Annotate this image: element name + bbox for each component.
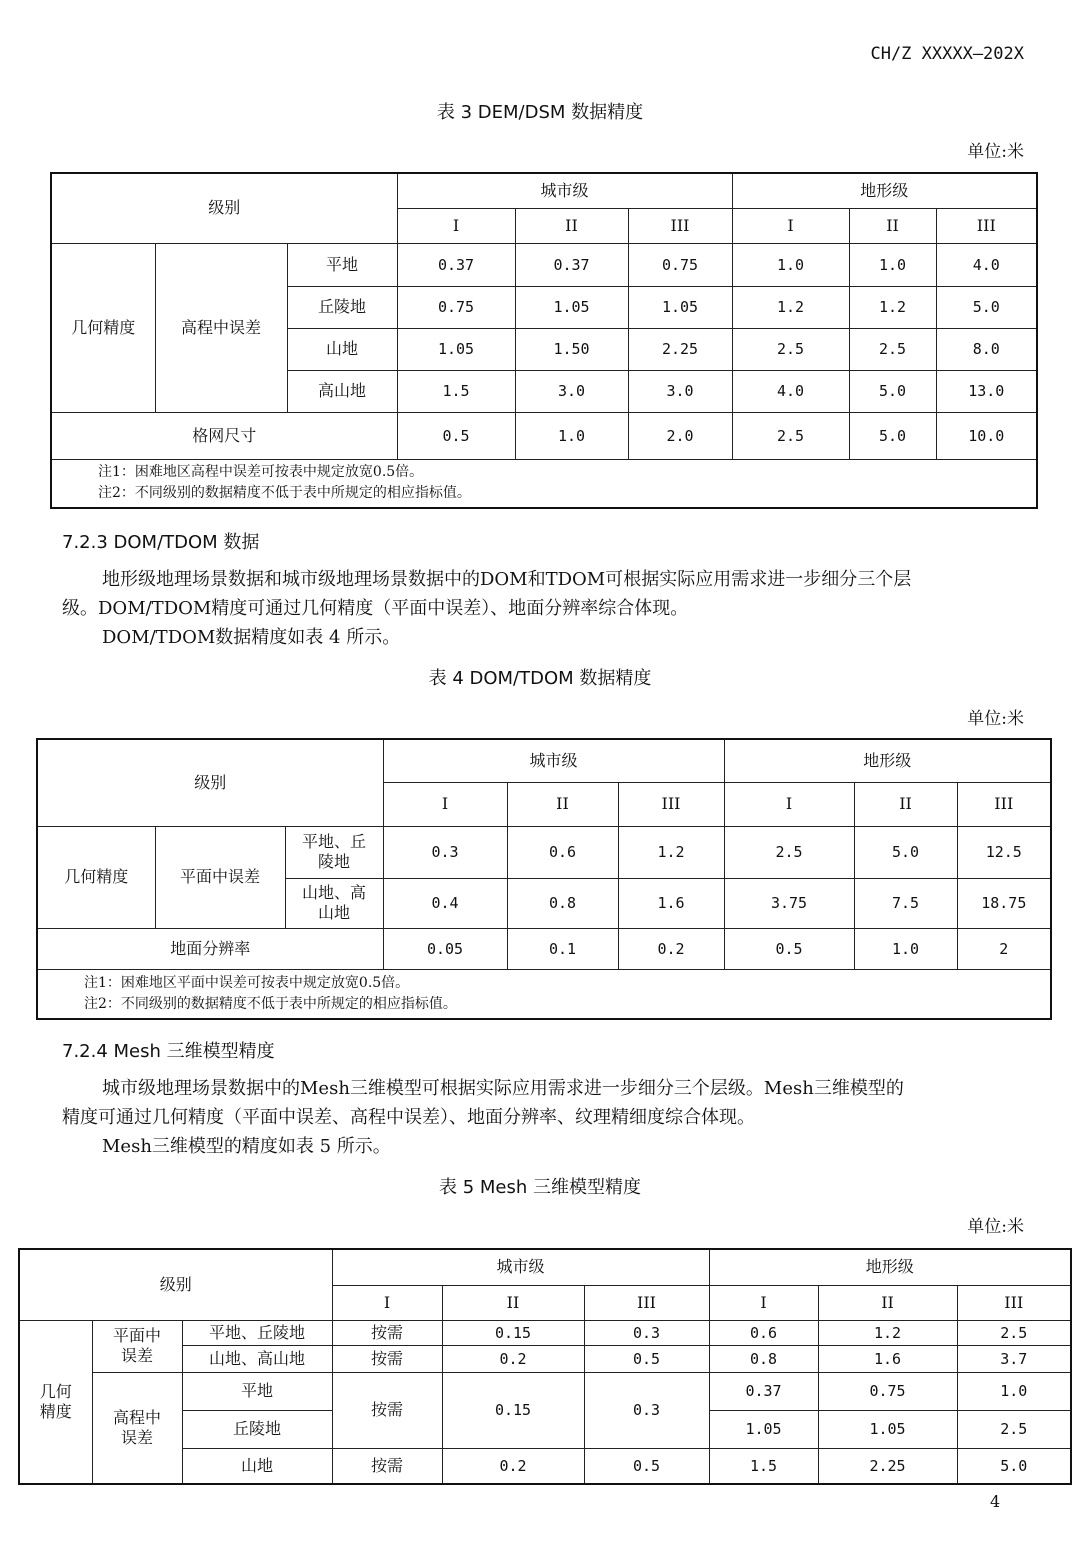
table5-grade: I bbox=[709, 1285, 818, 1320]
paragraph-line: 级。DOM/TDOM精度可通过几何精度（平面中误差）、地面分辨率综合体现。 bbox=[62, 598, 689, 619]
table5-terrain-header: 地形级 bbox=[709, 1249, 1071, 1285]
table4-notes bbox=[37, 969, 1051, 1019]
table3-cell: 1.0 bbox=[849, 243, 936, 286]
table3-cell: 5.0 bbox=[936, 286, 1037, 328]
table3-elevation-error: 高程中误差 bbox=[155, 243, 287, 412]
table4-cell: 7.5 bbox=[854, 878, 957, 928]
table5-row-label: 山地 bbox=[182, 1448, 332, 1484]
table5-cell-merged: 0.15 bbox=[442, 1372, 584, 1448]
table3-cell: 5.0 bbox=[849, 412, 936, 459]
table3-level-header: 级别 bbox=[51, 173, 397, 243]
table5-cell: 0.5 bbox=[584, 1345, 709, 1372]
table3-cell: 2.5 bbox=[732, 328, 849, 370]
page-number: 4 bbox=[990, 1492, 1001, 1511]
table4-grade: III bbox=[618, 782, 724, 826]
table5-grade: III bbox=[957, 1285, 1071, 1320]
table5-cell: 0.2 bbox=[442, 1345, 584, 1372]
table5-cell: 0.5 bbox=[584, 1448, 709, 1484]
table5-cell-merged: 按需 bbox=[332, 1372, 442, 1448]
table5-caption: 表 5 Mesh 三维模型精度 bbox=[438, 1177, 641, 1198]
table3-cell: 1.2 bbox=[849, 286, 936, 328]
table4-row-label-line: 陵地 bbox=[317, 852, 350, 871]
table3-grade: III bbox=[936, 208, 1037, 243]
table5-grade: I bbox=[332, 1285, 442, 1320]
table4-cell: 0.4 bbox=[383, 878, 507, 928]
table3-cell: 10.0 bbox=[936, 412, 1037, 459]
table3-grade: III bbox=[628, 208, 732, 243]
table4-city-header: 城市级 bbox=[383, 739, 724, 782]
table3-cell: 0.37 bbox=[397, 243, 515, 286]
table5-row-label: 平地 bbox=[182, 1372, 332, 1410]
table3-cell: 0.75 bbox=[628, 243, 732, 286]
table3-cell: 2.25 bbox=[628, 328, 732, 370]
table4-ground-resolution-label: 地面分辨率 bbox=[37, 928, 383, 969]
table3-note-2: 注2：不同级别的数据精度不低于表中所规定的相应指标值。 bbox=[98, 485, 471, 502]
table5-geo-line: 精度 bbox=[39, 1401, 72, 1421]
table4-cell: 1.2 bbox=[618, 826, 724, 878]
table4-grade: I bbox=[724, 782, 854, 826]
table5-cell-merged: 0.3 bbox=[584, 1372, 709, 1448]
section-7-2-4-body bbox=[62, 1074, 1032, 1161]
table3-cell: 2.5 bbox=[732, 412, 849, 459]
table5-cell: 按需 bbox=[332, 1345, 442, 1372]
table4-cell: 2 bbox=[957, 928, 1051, 969]
table5-grade: II bbox=[442, 1285, 584, 1320]
table3-geo-accuracy: 几何精度 bbox=[51, 243, 155, 412]
table3-cell: 13.0 bbox=[936, 370, 1037, 412]
table4-cell: 0.2 bbox=[618, 928, 724, 969]
table3-cell: 1.05 bbox=[628, 286, 732, 328]
table3-city-header: 城市级 bbox=[397, 173, 732, 208]
table4 bbox=[36, 738, 1052, 1020]
table5-elev-line: 高程中 bbox=[112, 1407, 161, 1427]
table3-cell: 1.5 bbox=[397, 370, 515, 412]
table3-cell: 1.05 bbox=[515, 286, 628, 328]
table5-cell: 1.5 bbox=[709, 1448, 818, 1484]
table5-geo-line: 几何 bbox=[39, 1381, 72, 1401]
table5-grade: III bbox=[584, 1285, 709, 1320]
table5-plane-error bbox=[92, 1320, 182, 1372]
table3-row-label: 丘陵地 bbox=[287, 286, 397, 328]
table3-grade: II bbox=[849, 208, 936, 243]
table3-notes bbox=[51, 459, 1037, 508]
table4-cell: 0.6 bbox=[507, 826, 618, 878]
table3-cell: 3.0 bbox=[515, 370, 628, 412]
table3-grade: I bbox=[732, 208, 849, 243]
table4-cell: 1.6 bbox=[618, 878, 724, 928]
table5-cell: 0.75 bbox=[818, 1372, 957, 1410]
table5-city-header: 城市级 bbox=[332, 1249, 709, 1285]
table5-cell: 2.5 bbox=[957, 1410, 1071, 1448]
table5-cell: 0.3 bbox=[584, 1320, 709, 1345]
table3-caption: 表 3 DEM/DSM 数据精度 bbox=[436, 102, 644, 123]
table3-cell: 1.50 bbox=[515, 328, 628, 370]
table4-row-label bbox=[285, 878, 383, 928]
paragraph-line: 精度可通过几何精度（平面中误差、高程中误差）、地面分辨率、纹理精细度综合体现。 bbox=[62, 1107, 755, 1128]
table3-row-label: 高山地 bbox=[287, 370, 397, 412]
table5 bbox=[18, 1248, 1072, 1485]
table4-grade: II bbox=[854, 782, 957, 826]
table3-note-1: 注1：困难地区高程中误差可按表中规定放宽0.5倍。 bbox=[98, 464, 424, 481]
table4-row-label-line: 山地 bbox=[317, 903, 350, 922]
table4-cell: 0.05 bbox=[383, 928, 507, 969]
table4-grade: I bbox=[383, 782, 507, 826]
table4-cell: 0.1 bbox=[507, 928, 618, 969]
table3-cell: 8.0 bbox=[936, 328, 1037, 370]
table4-caption: 表 4 DOM/TDOM 数据精度 bbox=[428, 668, 652, 689]
table5-plane-line: 误差 bbox=[120, 1346, 153, 1365]
table5-cell: 1.6 bbox=[818, 1345, 957, 1372]
table3-cell: 2.0 bbox=[628, 412, 732, 459]
table3-row-label: 山地 bbox=[287, 328, 397, 370]
table3-cell: 2.5 bbox=[849, 328, 936, 370]
table5-cell: 0.8 bbox=[709, 1345, 818, 1372]
table4-grade: III bbox=[957, 782, 1051, 826]
table5-cell: 1.0 bbox=[957, 1372, 1071, 1410]
table5-cell: 1.05 bbox=[818, 1410, 957, 1448]
table5-elev-line: 误差 bbox=[120, 1427, 153, 1447]
table3-cell: 0.37 bbox=[515, 243, 628, 286]
paragraph-line: 地形级地理场景数据和城市级地理场景数据中的DOM和TDOM可根据实际应用需求进一步细分三个层 bbox=[102, 569, 912, 590]
table5-row-label: 平地、丘陵地 bbox=[182, 1320, 332, 1345]
table5-cell: 3.7 bbox=[957, 1345, 1071, 1372]
table5-elevation-error bbox=[92, 1372, 182, 1484]
table4-level-header: 级别 bbox=[37, 739, 383, 826]
paragraph-line: Mesh三维模型的精度如表 5 所示。 bbox=[102, 1136, 391, 1157]
table4-row-label-line: 山地、高 bbox=[301, 883, 366, 902]
table4-cell: 12.5 bbox=[957, 826, 1051, 878]
table5-level-header: 级别 bbox=[19, 1249, 332, 1320]
table4-geo-accuracy: 几何精度 bbox=[37, 826, 155, 928]
table4-terrain-header: 地形级 bbox=[724, 739, 1051, 782]
table3-cell: 4.0 bbox=[936, 243, 1037, 286]
table5-cell: 1.2 bbox=[818, 1320, 957, 1345]
table3-grade: I bbox=[397, 208, 515, 243]
table4-cell: 0.5 bbox=[724, 928, 854, 969]
table3-terrain-header: 地形级 bbox=[732, 173, 1037, 208]
table5-cell: 0.6 bbox=[709, 1320, 818, 1345]
table4-grade: II bbox=[507, 782, 618, 826]
table5-cell: 0.15 bbox=[442, 1320, 584, 1345]
table3-grid-size-label: 格网尺寸 bbox=[51, 412, 397, 459]
table5-cell: 按需 bbox=[332, 1320, 442, 1345]
table3-cell: 3.0 bbox=[628, 370, 732, 412]
section-7-2-3-body bbox=[62, 565, 1032, 652]
table5-grade: II bbox=[818, 1285, 957, 1320]
table3-cell: 1.0 bbox=[515, 412, 628, 459]
table5-cell: 5.0 bbox=[957, 1448, 1071, 1484]
table5-cell: 0.2 bbox=[442, 1448, 584, 1484]
table5-cell: 2.5 bbox=[957, 1320, 1071, 1345]
table3-cell: 5.0 bbox=[849, 370, 936, 412]
table5-geo-accuracy bbox=[19, 1320, 92, 1484]
table3-cell: 0.75 bbox=[397, 286, 515, 328]
table5-row-label: 丘陵地 bbox=[182, 1410, 332, 1448]
table4-cell: 1.0 bbox=[854, 928, 957, 969]
document-code: CH/Z XXXXX—202X bbox=[870, 44, 1024, 64]
table4-cell: 2.5 bbox=[724, 826, 854, 878]
table3-cell: 1.0 bbox=[732, 243, 849, 286]
table4-cell: 0.8 bbox=[507, 878, 618, 928]
table4-cell: 18.75 bbox=[957, 878, 1051, 928]
table3-row-label: 平地 bbox=[287, 243, 397, 286]
table4-note-1: 注1：困难地区平面中误差可按表中规定放宽0.5倍。 bbox=[84, 974, 410, 991]
table4-cell: 5.0 bbox=[854, 826, 957, 878]
table4-unit: 单位:米 bbox=[967, 709, 1024, 729]
table3-cell: 4.0 bbox=[732, 370, 849, 412]
table3-grade: II bbox=[515, 208, 628, 243]
table4-note-2: 注2：不同级别的数据精度不低于表中所规定的相应指标值。 bbox=[84, 995, 457, 1012]
table4-cell: 3.75 bbox=[724, 878, 854, 928]
table5-unit: 单位:米 bbox=[967, 1217, 1024, 1237]
paragraph-line: DOM/TDOM数据精度如表 4 所示。 bbox=[102, 627, 401, 648]
table3-cell: 1.2 bbox=[732, 286, 849, 328]
table5-row-label: 山地、高山地 bbox=[182, 1345, 332, 1372]
section-7-2-3-title: 7.2.3 DOM/TDOM 数据 bbox=[62, 532, 260, 553]
table4-cell: 0.3 bbox=[383, 826, 507, 878]
table4-row-label-line: 平地、丘 bbox=[301, 832, 366, 851]
table5-plane-line: 平面中 bbox=[112, 1326, 161, 1345]
section-7-2-4-title: 7.2.4 Mesh 三维模型精度 bbox=[62, 1041, 275, 1062]
table3-cell: 1.05 bbox=[397, 328, 515, 370]
table5-cell: 按需 bbox=[332, 1448, 442, 1484]
table3-unit: 单位:米 bbox=[967, 142, 1024, 162]
table4-plane-error: 平面中误差 bbox=[155, 826, 285, 928]
table5-cell: 0.37 bbox=[709, 1372, 818, 1410]
table4-row-label bbox=[285, 826, 383, 878]
table3-cell: 0.5 bbox=[397, 412, 515, 459]
table3 bbox=[50, 172, 1038, 509]
table5-cell: 2.25 bbox=[818, 1448, 957, 1484]
table5-cell: 1.05 bbox=[709, 1410, 818, 1448]
paragraph-line: 城市级地理场景数据中的Mesh三维模型可根据实际应用需求进一步细分三个层级。Mesh三维模型的 bbox=[102, 1078, 904, 1099]
